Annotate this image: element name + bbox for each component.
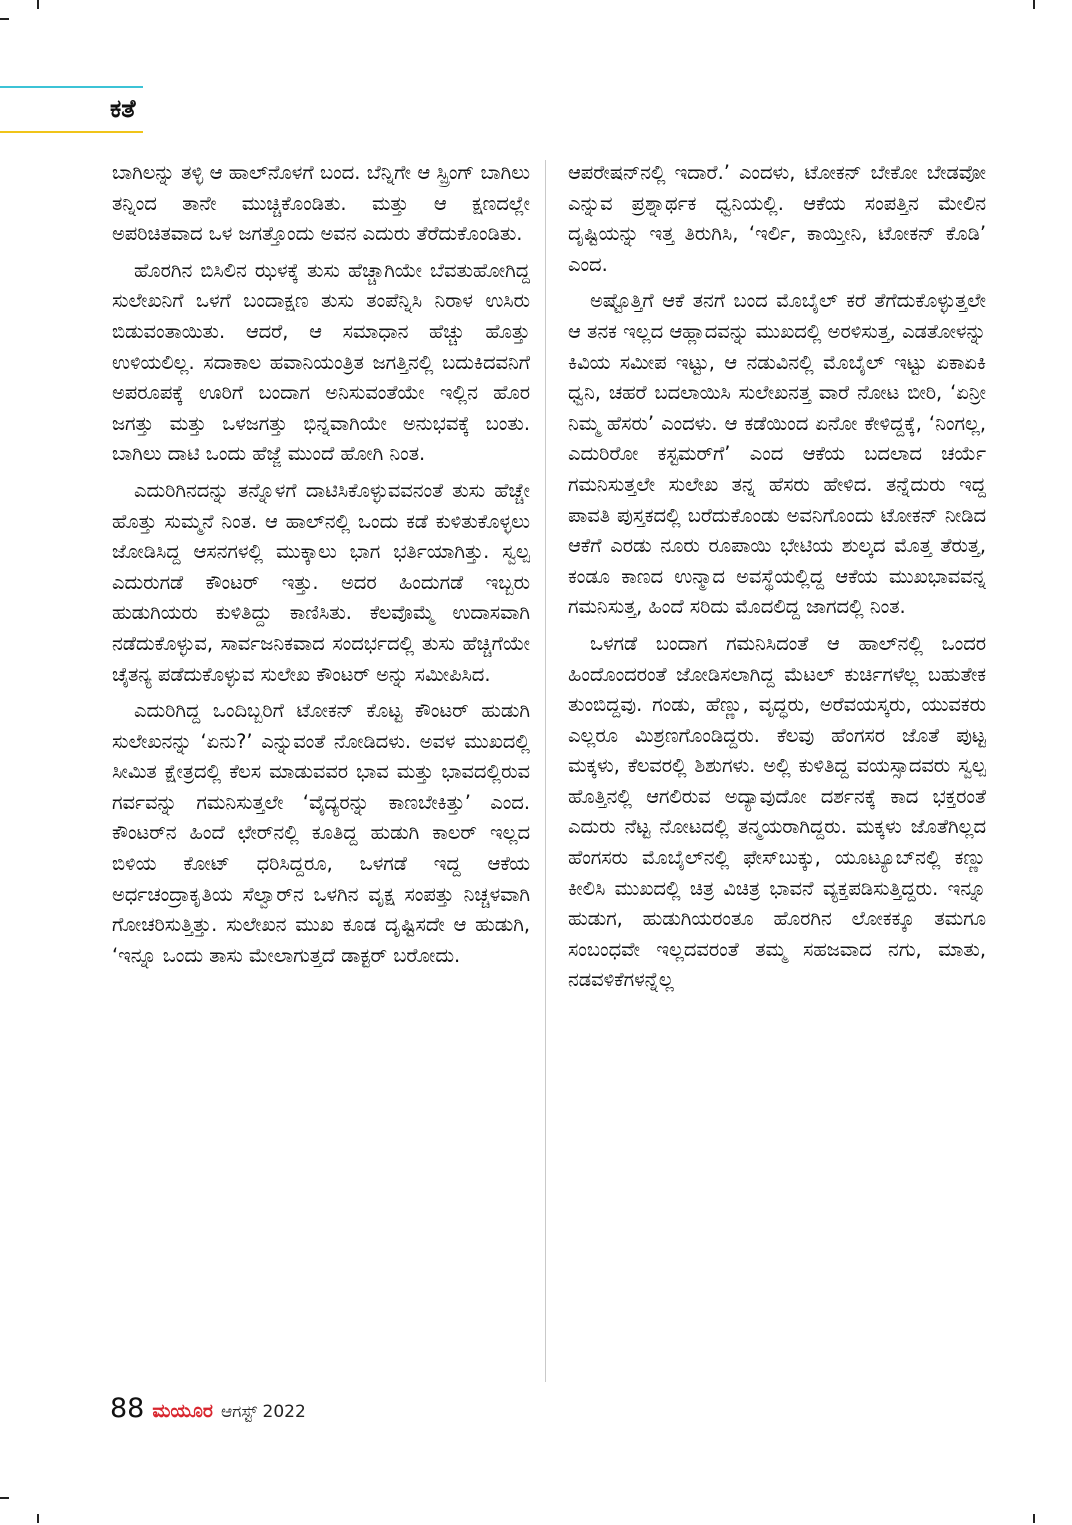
crop-mark bbox=[1033, 1514, 1035, 1523]
paragraph: ಒಳಗಡೆ ಬಂದಾಗ ಗಮನಿಸಿದಂತೆ ಆ ಹಾಲ್‌ನಲ್ಲಿ ಒಂದರ ಹಿಂದೊಂದರಂತೆ ಜೋಡಿಸಲಾಗಿದ್ದ ಮೆಟಲ್ ಕುರ್ಚಿಗಳೆಲ್ಲ ಬಹುತೇಕ ತುಂಬಿದ್ದವು. ಗಂಡು, ಹೆಣ್ಣು, ವೃದ್ಧರು, ಅರೆವಯಸ್ಕರು, ಯುವಕರು ಎಲ್ಲರೂ ಮಿಶ್ರಣಗೊಂಡಿದ್ದರು. ಕೆಲವು ಹೆಂಗಸರ ಜೊತೆ ಪುಟ್ಟ ಮಕ್ಕಳು, ಕೆಲವರಲ್ಲಿ ಶಿಶುಗಳು. ಅಲ್ಲಿ ಕುಳಿತಿದ್ದ ವಯಸ್ಸಾದವರು ಸ್ವಲ್ಪ ಹೊತ್ತಿನಲ್ಲಿ ಆಗಲಿರುವ ಅದ್ಯಾವುದೋ ದರ್ಶನಕ್ಕೆ ಕಾದ ಭಕ್ತರಂತೆ ಎದುರು ನೆಟ್ಟ ನೋಟದಲ್ಲಿ ತನ್ಮಯರಾಗಿದ್ದರು. ಮಕ್ಕಳು ಜೊತೆಗಿಲ್ಲದ ಹೆಂಗಸರು ಮೊಬೈಲ್‌ನಲ್ಲಿ ಫೇಸ್‌ಬುಕ್ಕು, ಯೂಟ್ಯೂಬ್‌ನಲ್ಲಿ ಕಣ್ಣು ಕೀಲಿಸಿ ಮುಖದಲ್ಲಿ ಚಿತ್ರ ವಿಚಿತ್ರ ಭಾವನೆ ವ್ಯಕ್ತಪಡಿಸುತ್ತಿದ್ದರು. ಇನ್ನೂ ಹುಡುಗ, ಹುಡುಗಿಯರಂತೂ ಹೊರಗಿನ ಲೋಕಕ್ಕೂ ತಮಗೂ ಸಂಬಂಧವೇ ಇಲ್ಲದವರಂತೆ ತಮ್ಮ ಸಹಜವಾದ ನಗು, ಮಾತು, ನಡವಳಿಕೆಗಳನ್ನೆಲ್ಲ bbox=[568, 631, 986, 992]
right-column bbox=[568, 158, 986, 1383]
section-rule-bottom bbox=[0, 131, 143, 133]
section-label: ಕತೆ bbox=[110, 94, 136, 123]
page-footer bbox=[110, 1393, 306, 1424]
paragraph: ಆಪರೇಷನ್‌ನಲ್ಲಿ ಇದಾರೆ.’ ಎಂದಳು, ಟೋಕನ್ ಬೇಕೋ ಬೇಡವೋ ಎನ್ನುವ ಪ್ರಶ್ನಾರ್ಥಕ ಧ್ವನಿಯಲ್ಲಿ. ಆಕೆಯ ಸಂಪತ್ತಿನ ಮೇಲಿನ ದೃಷ್ಟಿಯನ್ನು ಇತ್ತ ತಿರುಗಿಸಿ, ‘ಇರ್ಲಿ, ಕಾಯ್ತೀನಿ, ಟೋಕನ್ ಕೊಡಿ’ ಎಂದ. bbox=[568, 161, 986, 276]
crop-mark bbox=[0, 18, 9, 20]
paragraph: ಅಷ್ಟೊತ್ತಿಗೆ ಆಕೆ ತನಗೆ ಬಂದ ಮೊಬೈಲ್ ಕರೆ ತೆಗೆದುಕೊಳ್ಳುತ್ತಲೇ ಆ ತನಕ ಇಲ್ಲದ ಆಹ್ಲಾದವನ್ನು ಮುಖದಲ್ಲಿ ಅರಳಿಸುತ್ತ, ಎಡತೋಳನ್ನು ಕಿವಿಯ ಸಮೀಪ ಇಟ್ಟು, ಆ ನಡುವಿನಲ್ಲಿ ಮೊಬೈಲ್ ಇಟ್ಟು ಏಕಾಏಕಿ ಧ್ವನಿ, ಚಹರೆ ಬದಲಾಯಿಸಿ ಸುಲೇಖನತ್ತ ವಾರೆ ನೋಟ ಬೀರಿ, ‘ಏನ್ರೀ ನಿಮ್ಮ ಹೆಸರು’ ಎಂದಳು. ಆ ಕಡೆಯಿಂದ ಏನೋ ಕೇಳಿದ್ದಕ್ಕೆ, ‘ನಿಂಗಲ್ಲ, ಎದುರಿರೋ ಕಸ್ಟಮರ್‌ಗೆ’ ಎಂದ ಆಕೆಯ ಬದಲಾದ ಚರ್ಯೆ ಗಮನಿಸುತ್ತಲೇ ಸುಲೇಖ ತನ್ನ ಹೆಸರು ಹೇಳಿದ. ತನ್ನೆದುರು ಇದ್ದ ಪಾವತಿ ಪುಸ್ತಕದಲ್ಲಿ ಬರೆದುಕೊಂಡು ಅವನಿಗೊಂದು ಟೋಕನ್ ನೀಡಿದ ಆಕೆಗೆ ಎರಡು ನೂರು ರೂಪಾಯಿ ಭೇಟಿಯ ಶುಲ್ಕದ ಮೊತ್ತ ತೆರುತ್ತ, ಕಂಡೂ ಕಾಣದ ಉನ್ಮಾದ ಅವಸ್ಥೆಯಲ್ಲಿದ್ದ ಆಕೆಯ ಮುಖಭಾವವನ್ನ ಗಮನಿಸುತ್ತ, ಹಿಂದೆ ಸರಿದು ಮೊದಲಿದ್ದ ಜಾಗದಲ್ಲಿ ನಿಂತ. bbox=[568, 289, 986, 619]
crop-mark bbox=[1033, 0, 1035, 9]
paragraph: ಹೊರಗಿನ ಬಿಸಿಲಿನ ಝಳಕ್ಕೆ ತುಸು ಹೆಚ್ಚಾಗಿಯೇ ಬೆವತುಹೋಗಿದ್ದ ಸುಲೇಖನಿಗೆ ಒಳಗೆ ಬಂದಾಕ್ಷಣ ತುಸು ತಂಪೆನ್ನಿಸಿ ನಿರಾಳ ಉಸಿರು ಬಿಡುವಂತಾಯಿತು. ಆದರೆ, ಆ ಸಮಾಧಾನ ಹೆಚ್ಚು ಹೊತ್ತು ಉಳಿಯಲಿಲ್ಲ. ಸದಾಕಾಲ ಹವಾನಿಯಂತ್ರಿತ ಜಗತ್ತಿನಲ್ಲಿ ಬದುಕಿದವನಿಗೆ ಅಪರೂಪಕ್ಕೆ ಊರಿಗೆ ಬಂದಾಗ ಅನಿಸುವಂತೆಯೇ ಇಲ್ಲಿನ ಹೊರ ಜಗತ್ತು ಮತ್ತು ಒಳಜಗತ್ತು ಭಿನ್ನವಾಗಿಯೇ ಅನುಭವಕ್ಕೆ ಬಂತು. ಬಾಗಿಲು ದಾಟಿ ಒಂದು ಹೆಜ್ಜೆ ಮುಂದೆ ಹೋಗಿ ನಿಂತ. bbox=[112, 258, 530, 466]
crop-mark bbox=[37, 0, 39, 9]
paragraph: ಎದುರಿಗಿದ್ದ ಒಂದಿಬ್ಬರಿಗೆ ಟೋಕನ್ ಕೊಟ್ಟ ಕೌಂಟರ್ ಹುಡುಗಿ ಸುಲೇಖನನ್ನು ‘ಏನು?’ ಎನ್ನುವಂತೆ ನೋಡಿದಳು. ಅವಳ ಮುಖದಲ್ಲಿ ಸೀಮಿತ ಕ್ಷೇತ್ರದಲ್ಲಿ ಕೆಲಸ ಮಾಡುವವರ ಭಾವ ಮತ್ತು ಭಾವದಲ್ಲಿರುವ ಗರ್ವವನ್ನು ಗಮನಿಸುತ್ತಲೇ ‘ವೈದ್ಯರನ್ನು ಕಾಣಬೇಕಿತ್ತು’ ಎಂದ. ಕೌಂಟರ್‌ನ ಹಿಂದೆ ಛೇರ್‌ನಲ್ಲಿ ಕೂತಿದ್ದ ಹುಡುಗಿ ಕಾಲರ್ ಇಲ್ಲದ ಬಿಳಿಯ ಕೋಟ್ ಧರಿಸಿದ್ದರೂ, ಒಳಗಡೆ ಇದ್ದ ಆಕೆಯ ಅರ್ಧಚಂದ್ರಾಕೃತಿಯ ಸೆಲ್ವಾರ್‌ನ ಒಳಗಿನ ವೃಕ್ಷ ಸಂಪತ್ತು ನಿಚ್ಚಳವಾಗಿ ಗೋಚರಿಸುತ್ತಿತ್ತು. ಸುಲೇಖನ ಮುಖ ಕೂಡ ದೃಷ್ಟಿಸದೇ ಆ ಹುಡುಗಿ, ‘ಇನ್ನೂ ಒಂದು ತಾಸು ಮೇಲಾಗುತ್ತದೆ ಡಾಕ್ಟರ್ ಬರೋದು. bbox=[112, 699, 530, 967]
crop-mark bbox=[0, 1497, 9, 1499]
crop-mark bbox=[37, 1514, 39, 1523]
column-divider bbox=[545, 160, 546, 1382]
paragraph: ಎದುರಿಗಿನದನ್ನು ತನ್ನೊಳಗೆ ದಾಟಿಸಿಕೊಳ್ಳುವವನಂತೆ ತುಸು ಹೆಚ್ಚೇ ಹೊತ್ತು ಸುಮ್ಮನೆ ನಿಂತ. ಆ ಹಾಲ್‌ನಲ್ಲಿ ಒಂದು ಕಡೆ ಕುಳಿತುಕೊಳ್ಳಲು ಜೋಡಿಸಿದ್ದ ಆಸನಗಳಲ್ಲಿ ಮುಕ್ಕಾಲು ಭಾಗ ಭರ್ತಿಯಾಗಿತ್ತು. ಸ್ವಲ್ಪ ಎದುರುಗಡೆ ಕೌಂಟರ್ ಇತ್ತು. ಅದರ ಹಿಂದುಗಡೆ ಇಬ್ಬರು ಹುಡುಗಿಯರು ಕುಳಿತಿದ್ದು ಕಾಣಿಸಿತು. ಕೆಲವೊಮ್ಮೆ ಉದಾಸವಾಗಿ ನಡೆದುಕೊಳ್ಳುವ, ಸಾರ್ವಜನಿಕವಾದ ಸಂದರ್ಭದಲ್ಲಿ ತುಸು ಹೆಚ್ಚಿಗೆಯೇ ಚೈತನ್ಯ ಪಡೆದುಕೊಳ್ಳುವ ಸುಲೇಖ ಕೌಂಟರ್ ಅನ್ನು ಸಮೀಪಿಸಿದ. bbox=[112, 478, 530, 686]
magazine-name: ಮಯೂರ bbox=[152, 1400, 213, 1422]
section-rule-top bbox=[0, 86, 143, 88]
issue-date: ಆಗಸ್ಟ್ 2022 bbox=[220, 1402, 306, 1422]
left-column bbox=[112, 158, 530, 1383]
page-number: 88 bbox=[110, 1393, 145, 1424]
paragraph: ಬಾಗಿಲನ್ನು ತಳ್ಳಿ ಆ ಹಾಲ್‌ನೊಳಗೆ ಬಂದ. ಬೆನ್ನಿಗೇ ಆ ಸ್ಪ್ರಿಂಗ್ ಬಾಗಿಲು ತನ್ನಿಂದ ತಾನೇ ಮುಚ್ಚಿಕೊಂಡಿತು. ಮತ್ತು ಆ ಕ್ಷಣದಲ್ಲೇ ಅಪರಿಚಿತವಾದ ಒಳ ಜಗತ್ತೊಂದು ಅವನ ಎದುರು ತೆರೆದುಕೊಂಡಿತು. bbox=[112, 161, 530, 246]
